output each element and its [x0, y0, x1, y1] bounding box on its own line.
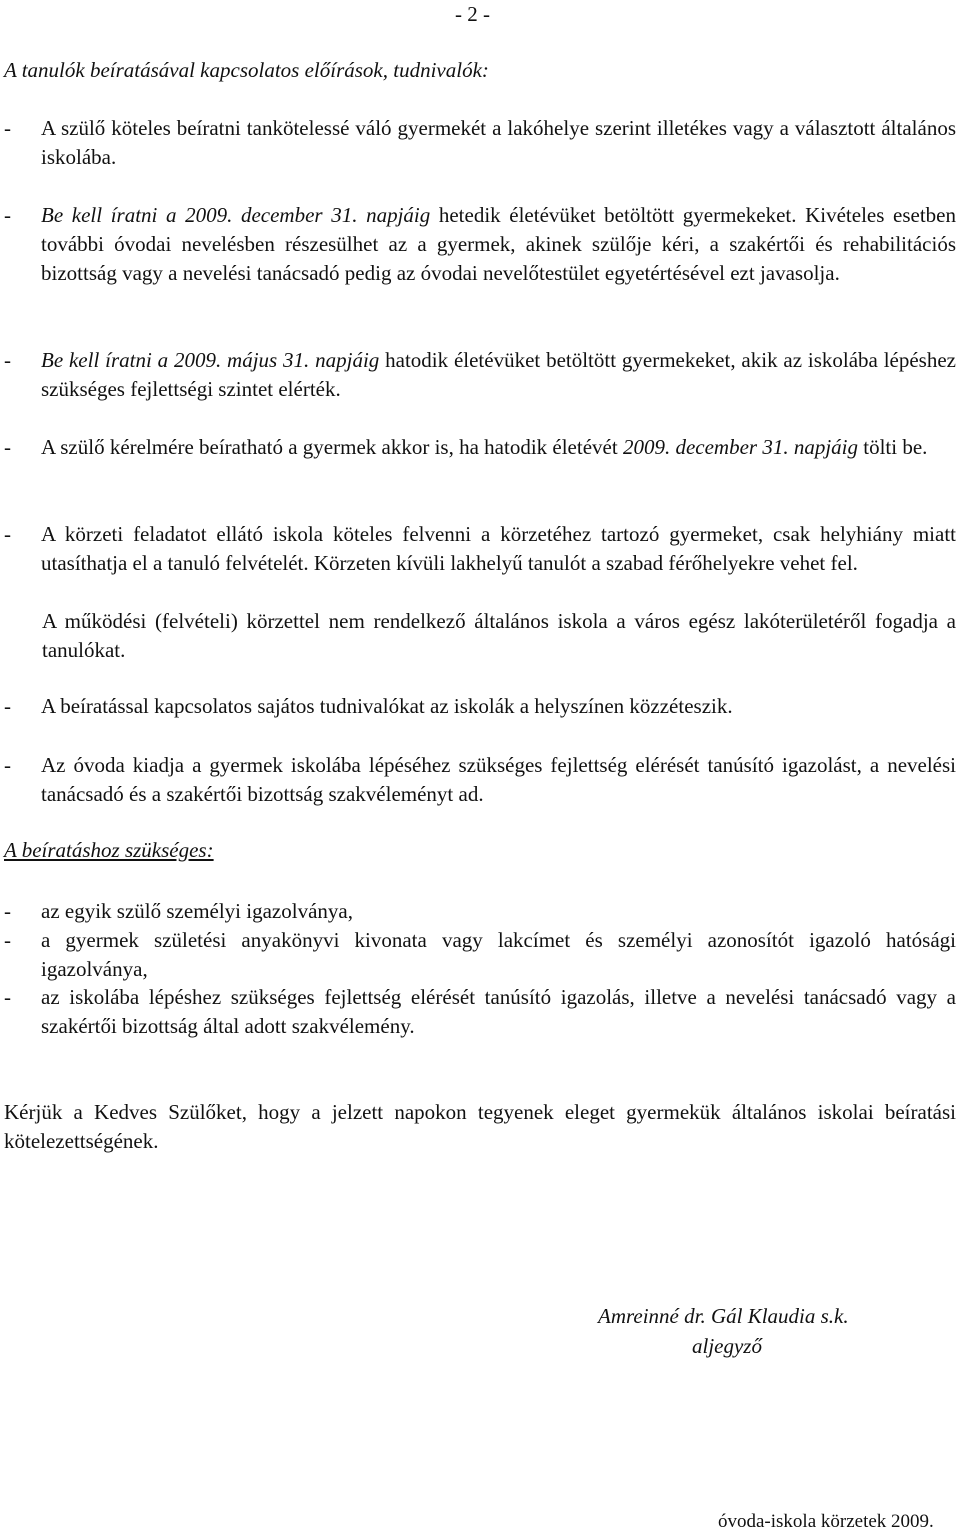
deadline-emphasis: Be kell íratni a 2009. május 31. napjáig — [41, 348, 380, 372]
list-item-text: a gyermek születési anyakönyvi kivonata vagy lakcímet és személyi azonosítót igazoló hatósági igazolványa, — [41, 928, 956, 981]
section-heading-requirements: A tanulók beíratásával kapcsolatos előírások, tudnivalók: — [4, 58, 489, 82]
list-item-text: A beíratással kapcsolatos sajátos tudnivalókat az iskolák a helyszínen közzéteszik. — [41, 694, 733, 718]
list-dash: - — [4, 985, 11, 1009]
signature-block — [598, 1301, 849, 1361]
list-dash: - — [4, 116, 11, 140]
list-item-text: az iskolába lépéshez szükséges fejlettség elérését tanúsító igazolás, illetve a nevelési tanácsadó vagy a szakértői bizottság által adott szakvélemény. — [41, 985, 956, 1038]
list-item — [4, 926, 956, 984]
list-item-text: Az óvoda kiadja a gyermek iskolába lépéséhez szükséges fejlettség elérését tanúsító igazolást, a nevelési tanácsadó és a szakértői bizottság szakvéleményt ad. — [41, 753, 956, 806]
list-item-rest: hetedik életévüket betöltött gyermekeket. Kivételes esetben további óvodai nevelésben részesülhet az a gyermek, akinek szülője kéri, a szakértői és rehabilitációs bizottság vagy a nevelési tanácsadó pedig az óvodai nevelőtestület egyetértésével ezt javasolja. — [41, 203, 956, 285]
list-dash: - — [4, 522, 11, 546]
signature-name: Amreinné dr. Gál Klaudia s.k. — [598, 1304, 849, 1328]
deadline-emphasis: Be kell íratni a 2009. december 31. napjáig — [41, 203, 431, 227]
footer-note: óvoda-iskola körzetek 2009. — [718, 1511, 934, 1532]
list-item-text — [41, 346, 956, 404]
list-item-text — [41, 201, 956, 288]
list-item — [4, 692, 956, 721]
list-item-text — [41, 433, 956, 462]
closing-paragraph: Kérjük a Kedves Szülőket, hogy a jelzett napokon tegyenek eleget gyermekük általános iskolai beíratási kötelezettségének. — [4, 1100, 956, 1153]
list-item — [4, 346, 956, 404]
list-item — [4, 897, 956, 926]
list-dash: - — [4, 753, 11, 777]
list-item-rest: hatodik életévüket betöltött gyermekeket, akik az iskolába lépéshez szükséges fejlettségi szintet elérték. — [41, 348, 956, 401]
list-item — [4, 114, 956, 172]
list-dash: - — [4, 203, 11, 227]
list-dash: - — [4, 899, 11, 923]
list-item-text: A szülő köteles beíratni tankötelessé váló gyermekét a lakóhelye szerint illetékes vagy a választott általános iskolába. — [41, 116, 956, 169]
list-item — [4, 751, 956, 809]
signature-role: aljegyző — [692, 1334, 762, 1358]
list-dash: - — [4, 348, 11, 372]
list-item-text: az egyik szülő személyi igazolványa, — [41, 899, 353, 923]
list-item — [4, 983, 956, 1041]
deadline-emphasis: 2009. december 31. napjáig — [622, 435, 858, 459]
list-item-rest: tölti be. — [858, 435, 928, 459]
page-number: - 2 - — [455, 2, 490, 26]
list-item — [4, 433, 956, 462]
list-dash: - — [4, 435, 11, 459]
list-item-pre: A szülő kérelmére beíratható a gyermek akkor is, ha hatodik életévét — [41, 435, 623, 459]
list-item — [4, 520, 956, 578]
list-item-continuation: A működési (felvételi) körzettel nem rendelkező általános iskola a város egész lakóterületéről fogadja a tanulókat. — [42, 609, 956, 662]
list-dash: - — [4, 694, 11, 718]
list-dash: - — [4, 928, 11, 952]
list-item — [4, 201, 956, 288]
list-item-text: A körzeti feladatot ellátó iskola köteles felvenni a körzetéhez tartozó gyermeket, csak helyhiány miatt utasíthatja el a tanuló felvételét. Körzeten kívüli lakhelyű tanulót a szabad férőhelyekre vehet fel. — [41, 522, 956, 575]
section-heading-required-documents: A beíratáshoz szükséges: — [4, 838, 214, 862]
